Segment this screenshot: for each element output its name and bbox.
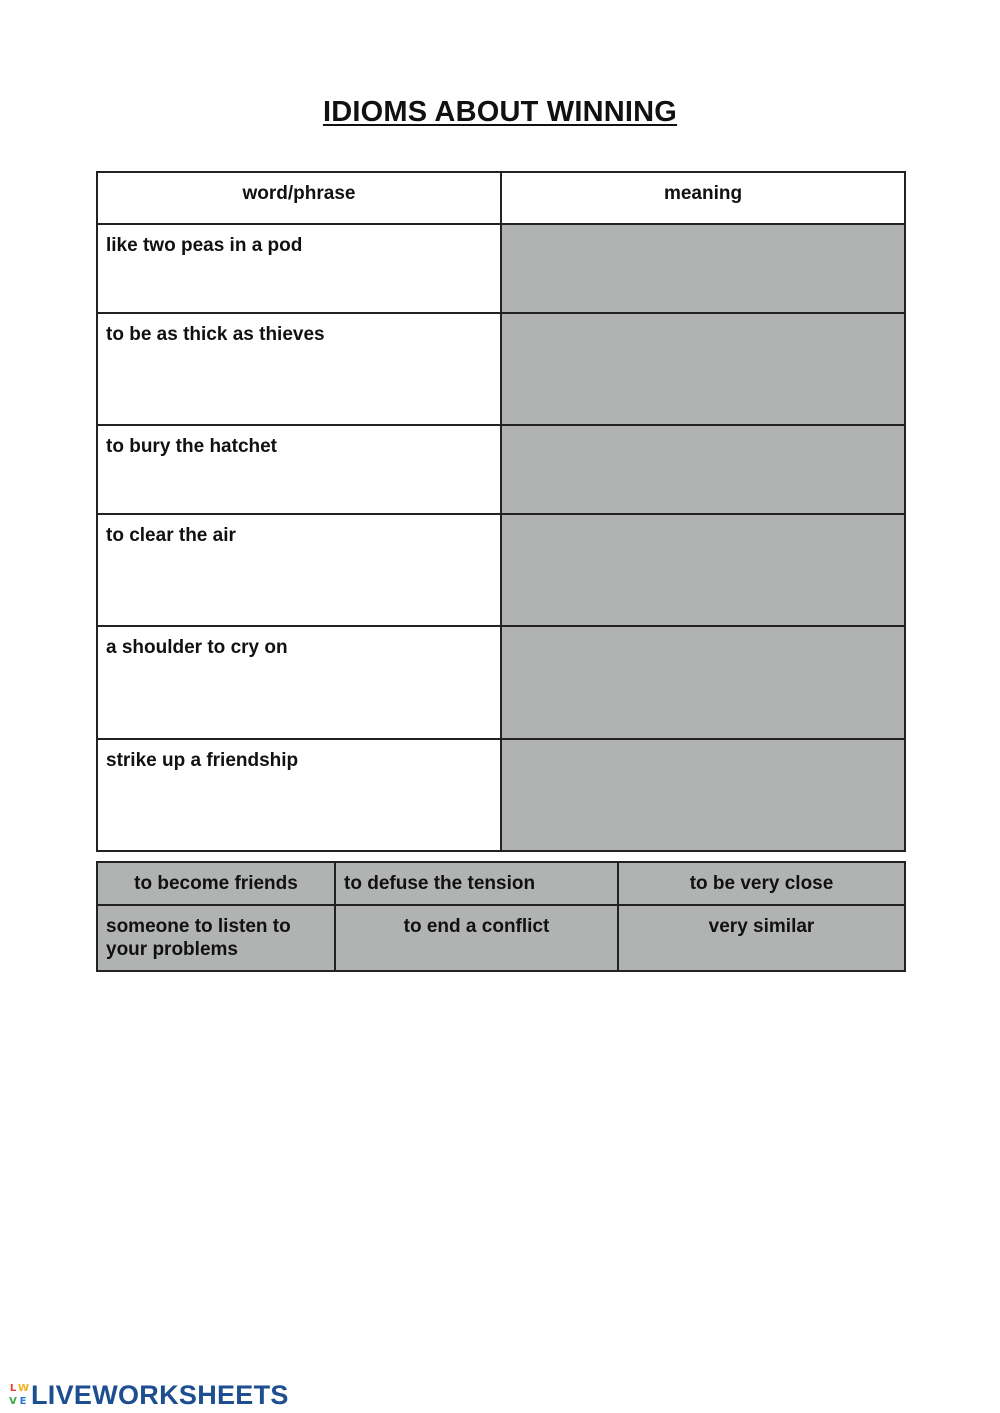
- option-chip[interactable]: someone to listen to your problems: [97, 905, 335, 971]
- meaning-answer-field[interactable]: [501, 224, 905, 313]
- table-header-row: [97, 172, 905, 224]
- phrase-cell: to bury the hatchet: [97, 425, 501, 514]
- phrase-cell: a shoulder to cry on: [97, 626, 501, 739]
- table-row: [97, 313, 905, 425]
- column-header-word-phrase: word/phrase: [97, 172, 501, 224]
- idioms-table: [96, 171, 906, 852]
- options-row: [97, 862, 905, 905]
- options-row: [97, 905, 905, 971]
- phrase-cell: like two peas in a pod: [97, 224, 501, 313]
- meaning-answer-field[interactable]: [501, 739, 905, 851]
- option-chip[interactable]: to defuse the tension: [335, 862, 618, 905]
- phrase-cell: strike up a friendship: [97, 739, 501, 851]
- answer-options-table: [96, 861, 906, 972]
- phrase-cell: to clear the air: [97, 514, 501, 626]
- meaning-answer-field[interactable]: [501, 626, 905, 739]
- option-chip[interactable]: to be very close: [618, 862, 905, 905]
- meaning-answer-field[interactable]: [501, 425, 905, 514]
- table-row: [97, 514, 905, 626]
- logo-text: LIVEWORKSHEETS: [31, 1379, 289, 1410]
- option-chip[interactable]: to end a conflict: [335, 905, 618, 971]
- meaning-answer-field[interactable]: [501, 514, 905, 626]
- logo-letter: V: [9, 1396, 17, 1407]
- logo-letter: L: [9, 1383, 17, 1394]
- logo-letter: W: [18, 1383, 30, 1394]
- table-row: [97, 224, 905, 313]
- worksheet-title: IDIOMS ABOUT WINNING: [322, 96, 678, 128]
- phrase-cell: to be as thick as thieves: [97, 313, 501, 425]
- table-row: [97, 739, 905, 851]
- table-row: [97, 425, 905, 514]
- option-chip[interactable]: very similar: [618, 905, 905, 971]
- option-chip[interactable]: to become friends: [97, 862, 335, 905]
- liveworksheets-logo[interactable]: [8, 1380, 289, 1410]
- column-header-meaning: meaning: [501, 172, 905, 224]
- meaning-answer-field[interactable]: [501, 313, 905, 425]
- table-row: [97, 626, 905, 739]
- logo-letter: E: [19, 1396, 27, 1407]
- logo-mark-icon: [8, 1382, 28, 1408]
